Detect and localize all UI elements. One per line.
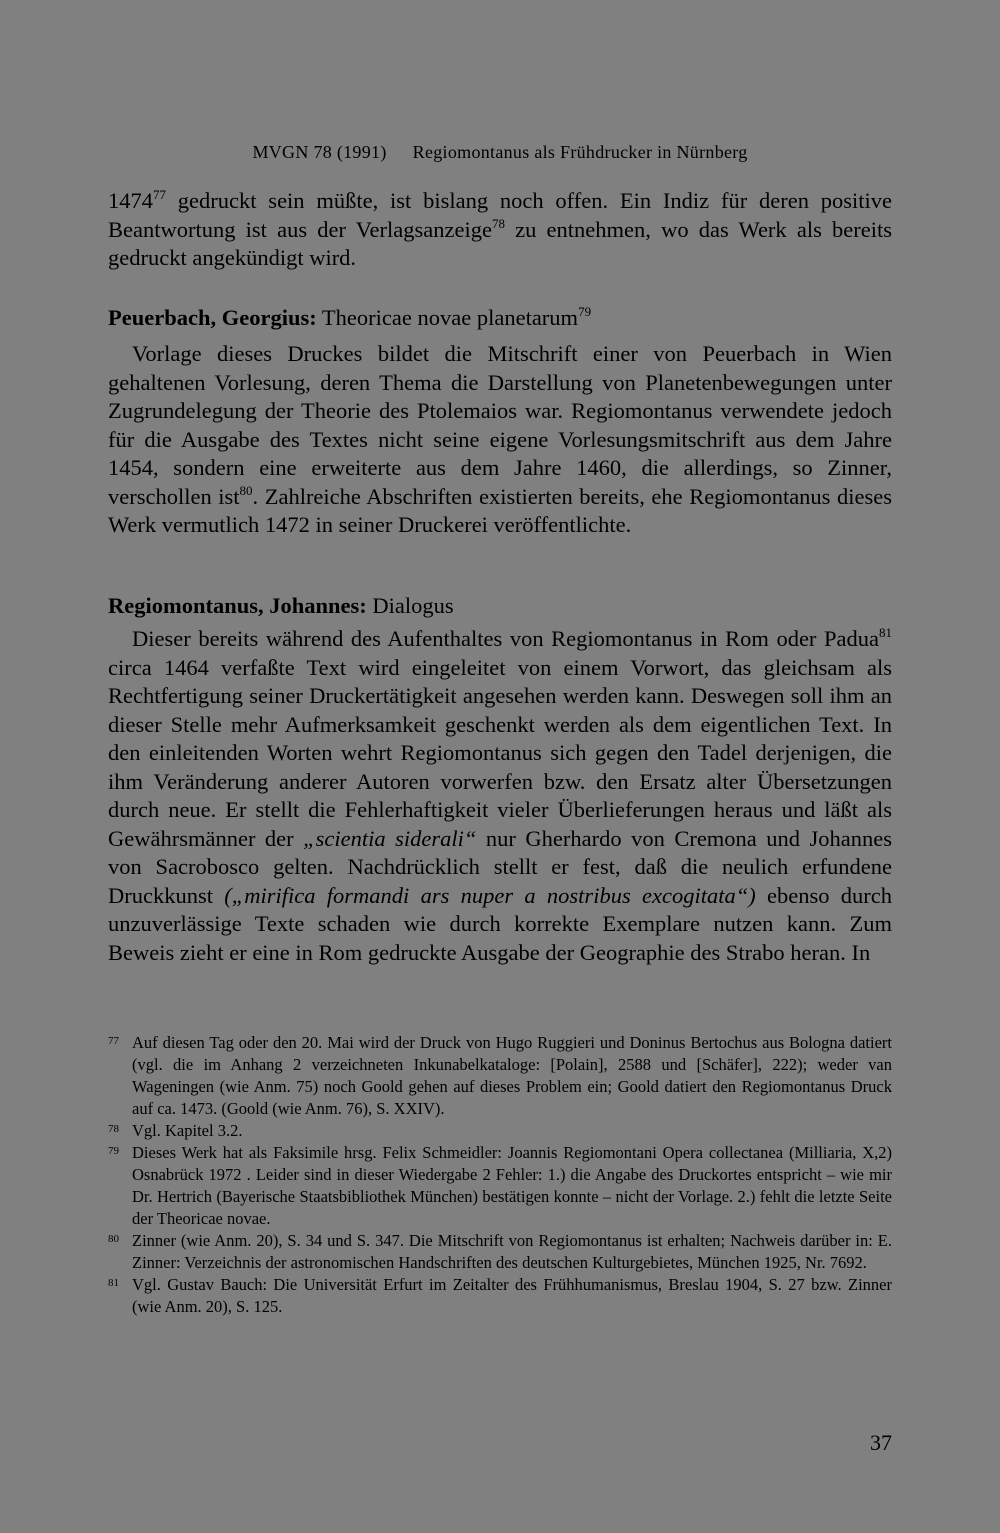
heading-title: Dialogus [366, 593, 454, 618]
footnote-ref-79: 79 [578, 304, 592, 319]
text-run: ebenso durch unzuverlässige Texte schaden wie durch korrekte Exemplare nutzen kann. Zum Beweis zieht er eine in Rom gedruckte Ausgabe der Geographie des Strabo heran. In [108, 882, 892, 965]
footnote [108, 1274, 892, 1318]
footnote-ref-80: 80 [239, 482, 253, 498]
footnote-number: 80 [108, 1233, 119, 1245]
latin-quote: „scientia siderali“ [303, 825, 477, 851]
footnote-number: 79 [108, 1145, 119, 1157]
footnote [108, 1120, 892, 1142]
text-run: circa 1464 verfaßte Text wird eingeleitet von einem Vorwort, das gleichsam als Rechtfertigung seiner Druckertätigkeit angesehen werden kann. Deswegen soll ihm an dieser Stelle mehr Aufmerksamkeit geschenkt werden als dem eigentlichen Text. In den einleitenden Worten wehrt Regiomontanus sich gegen den Tadel derjenigen, die ihm Veränderung anderer Autoren vorwerfen bzw. den Ersatz alter Übersetzungen durch neue. Er stellt die Fehlerhaftigkeit vieler Überlieferungen heraus und läßt als Gewährsmänner der [108, 654, 892, 851]
text-run: Vorlage dieses Druckes bildet die Mitschrift einer von Peuerbach in Wien gehaltenen Vorlesung, deren Thema die Darstellung von Planetenbewegungen unter Zugrundelegung der Theorie des Ptolemaios war. Regiomontanus verwendete jedoch für die Ausgabe des Textes nicht seine eigene Vorlesungsmitschrift aus dem Jahre 1454, sondern eine erweiterte aus dem Jahre 1460, die allerdings, so Zinner, verschollen ist [108, 341, 892, 509]
footnote-number: 81 [108, 1277, 119, 1289]
section-heading-regiomontanus [108, 592, 892, 620]
heading-title: Theoricae novae planetarum [316, 305, 579, 330]
heading-author: Peuerbach, Georgius: [108, 305, 317, 330]
running-header [0, 142, 1000, 163]
text-run: Dieser bereits während des Aufenthaltes von Regiomontanus in Rom oder Padua [132, 626, 879, 651]
page-number: 37 [870, 1430, 892, 1455]
footnote-number: 78 [108, 1123, 119, 1135]
journal-reference: MVGN 78 (1991) [252, 142, 387, 162]
running-title: Regiomontanus als Frühdrucker in Nürnberg [412, 142, 748, 162]
footnote-ref-81: 81 [879, 625, 892, 640]
heading-author: Regiomontanus, Johannes: [108, 593, 367, 618]
footnote-number: 77 [108, 1035, 119, 1047]
text-run: zu entnehmen, wo das Werk als bereits gedruckt angekündigt wird. [108, 216, 892, 270]
footnote-ref-78: 78 [491, 215, 505, 231]
footnote-text: Auf diesen Tag oder den 20. Mai wird der Druck von Hugo Ruggieri und Doninus Bertochus aus Bologna datiert (vgl. die im Anhang 2 verzeichneten Inkunabelkataloge: [Polain], 2588 und [Schäfer], 222); weder van Wageningen (wie Anm. 75) noch Goold gehen auf dieses Problem ein; Goold datiert den Regiomontanus Druck auf ca. 1473. (Goold (wie Anm. 76), S. XXIV). [132, 1033, 892, 1118]
footnote-text: Vgl. Gustav Bauch: Die Universität Erfurt im Zeitalter des Frühhumanismus, Breslau 1904, S. 27 bzw. Zinner (wie Anm. 20), S. 125. [132, 1275, 892, 1316]
footnote-text: Dieses Werk hat als Faksimile hrsg. Felix Schmeidler: Joannis Regiomontani Opera collectanea (Milliaria, X,2) Osnabrück 1972 . Leider sind in dieser Wiedergabe 2 Fehler: 1.) die Angabe des Druckortes entspricht – wie mir Dr. Hertrich (Bayerische Staatsbibliothek München) bestätigen konnte – nicht der Vorlage. 2.) fehlt die letzte Seite der Theoricae novae. [132, 1143, 892, 1228]
section-heading-peuerbach [108, 304, 892, 332]
paragraph-peuerbach [108, 340, 892, 540]
footnote-text: Vgl. Kapitel 3.2. [132, 1121, 243, 1140]
footnote [108, 1142, 892, 1230]
text-run: . Zahlreiche Abschriften existierten bereits, ehe Regiomontanus dieses Werk vermutlich 1472 in seiner Druckerei veröffentlichte. [108, 483, 892, 537]
text-run: nur Gherhardo von Cremona und Johannes von Sacrobosco gelten. Nachdrücklich stellt er fest, daß die neulich erfundene Druckkunst [108, 825, 893, 908]
footnote-ref-77: 77 [153, 187, 166, 202]
text-run: gedruckt sein müßte, ist bislang noch offen. Ein Indiz für deren positive Beantwortung ist aus der Verlagsanzeige [108, 188, 892, 242]
text-run: 1474 [108, 188, 153, 213]
footnotes [108, 1032, 892, 1318]
paragraph-dialogus [108, 625, 892, 967]
paragraph-continuation [108, 187, 892, 273]
footnote [108, 1032, 892, 1120]
footnote-text: Zinner (wie Anm. 20), S. 34 und S. 347. Die Mitschrift von Regiomontanus ist erhalten; Nachweis darüber in: E. Zinner: Verzeichnis der astronomischen Handschriften des deutschen Kulturgebietes, München 1925, Nr. 7692. [132, 1231, 892, 1272]
footnote [108, 1230, 892, 1274]
latin-quote: („mirifica formandi ars nuper a nostribus excogitata“) [224, 882, 756, 908]
